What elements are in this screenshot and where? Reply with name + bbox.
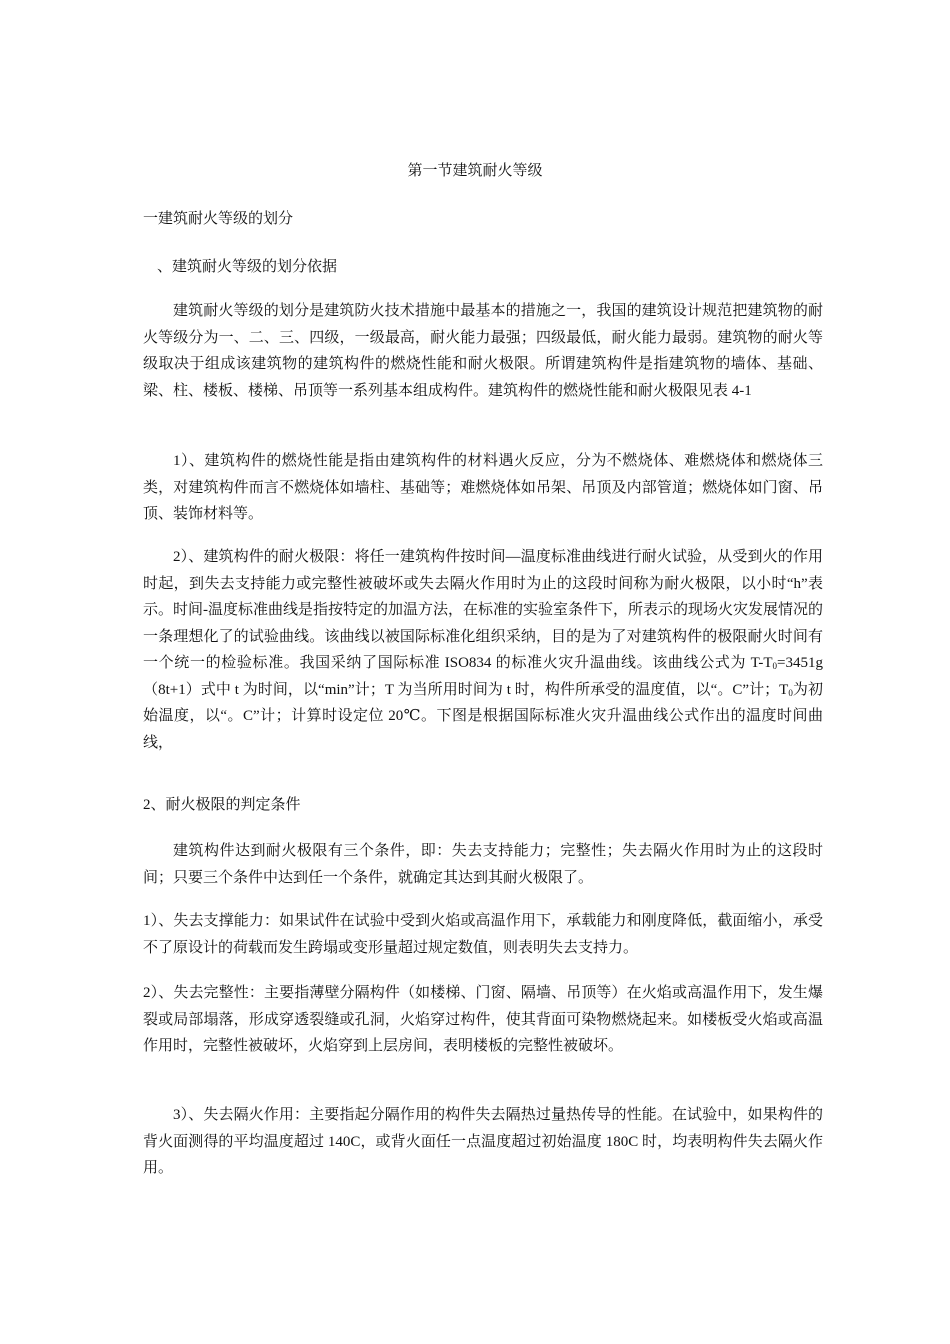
paragraph-3 — [143, 838, 823, 891]
paragraph-6-text: 3）、失去隔火作用：主要指起分隔作用的构件失去隔热过量热传导的性能。在试验中，如果构件的背火面测得的平均温度超过 140C，或背火面任一点温度超过初始温度 180C 时，均表明构件失去隔火作用。 — [143, 1107, 823, 1176]
paragraph-intro-text: 建筑耐火等级的划分是建筑防火技术措施中最基本的措施之一，我国的建筑设计规范把建筑物的耐火等级分为一、二、三、四级，一级最高，耐火能力最强；四级最低，耐火能力最弱。建筑物的耐火等级取决于组成该建筑物的建筑构件的燃烧性能和耐火极限。所谓建筑构件是指建筑物的墙体、基础、梁、柱、楼板、楼梯、吊顶等一系列基本组成构件。建筑构件的燃烧性能和耐火极限见表 4-1 — [143, 303, 823, 399]
paragraph-6 — [143, 1102, 823, 1182]
paragraph-2-part-b: =3451g（8t+1）式中 t 为时间，以“min”计；T 为当所用时间为 t 时，构件所承受的温度值，以“。C”计；T — [143, 655, 823, 698]
section-title: 第一节建筑耐火等级 — [407, 163, 543, 179]
paragraph-2-text — [143, 544, 823, 756]
paragraph-1 — [143, 448, 823, 528]
paragraph-5-text: 2）、失去完整性：主要指薄壁分隔构件（如楼梯、门窗、隔墙、吊顶等）在火焰或高温作用下，发生爆裂或局部塌落，形成穿透裂缝或孔洞，火焰穿过构件，使其背面可染物燃烧起来。如楼板受火焰或高温作用时，完整性被破坏，火焰穿到上层房间，表明楼板的完整性被破坏。 — [143, 985, 823, 1054]
subscript-zero: 0 — [788, 687, 793, 698]
heading-1-text: 一建筑耐火等级的划分 — [143, 211, 294, 227]
heading-1-1-text: 、建筑耐火等级的划分依据 — [157, 259, 338, 275]
heading-2 — [143, 792, 823, 819]
paragraph-1-text: 1）、建筑构件的燃烧性能是指由建筑构件的材料遇火反应，分为不燃烧体、难燃烧体和燃烧体三类，对建筑构件而言不燃烧体如墙柱、基础等；难燃烧体如吊架、吊顶及内部管道；燃烧体如门窗、吊顶、装饰材料等。 — [143, 453, 823, 522]
paragraph-5 — [143, 980, 823, 1060]
paragraph-2 — [143, 544, 823, 756]
heading-1-1 — [157, 254, 837, 281]
heading-2-text: 2、耐火极限的判定条件 — [143, 797, 301, 813]
heading-1 — [143, 206, 823, 233]
paragraph-intro — [143, 298, 823, 404]
subscript-zero: 0 — [772, 661, 778, 671]
paragraph-2-part-c: 为初始温度，以“。C”计；计算时设定位 20℃。下图是根据国际标准火灾升温曲线公式作出的温度时间曲线， — [143, 681, 823, 751]
paragraph-3-text: 建筑构件达到耐火极限有三个条件，即：失去支持能力；完整性；失去隔火作用时为止的这段时间；只要三个条件中达到任一个条件，就确定其达到其耐火极限了。 — [143, 843, 823, 886]
paragraph-4-text: 1）、失去支撑能力：如果试件在试验中受到火焰或高温作用下，承载能力和刚度降低，截面缩小，承受不了原设计的荷载而发生跨塌或变形量超过规定数值，则表明失去支持力。 — [143, 913, 823, 956]
paragraph-2-part-a: 2）、建筑构件的耐火极限：将任一建筑构件按时间—温度标准曲线进行耐火试验，从受到火的作用时起，到失去支持能力或完整性被破坏或失去隔火作用时为止的这段时间称为耐火极限，以小时“h”表示。时间-温度标准曲线是指按特定的加温方法，在标准的实验室条件下，所表示的现场火灾发展情况的一条理想化了的试验曲线。该曲线以被国际标准化组织采纳，目的是为了对建筑构件的极限耐火时间有一个统一的检验标准。我国采纳了国际标准 ISO834 的标准火灾升温曲线。该曲线公式为 T-T — [143, 549, 823, 671]
paragraph-4 — [143, 908, 823, 961]
